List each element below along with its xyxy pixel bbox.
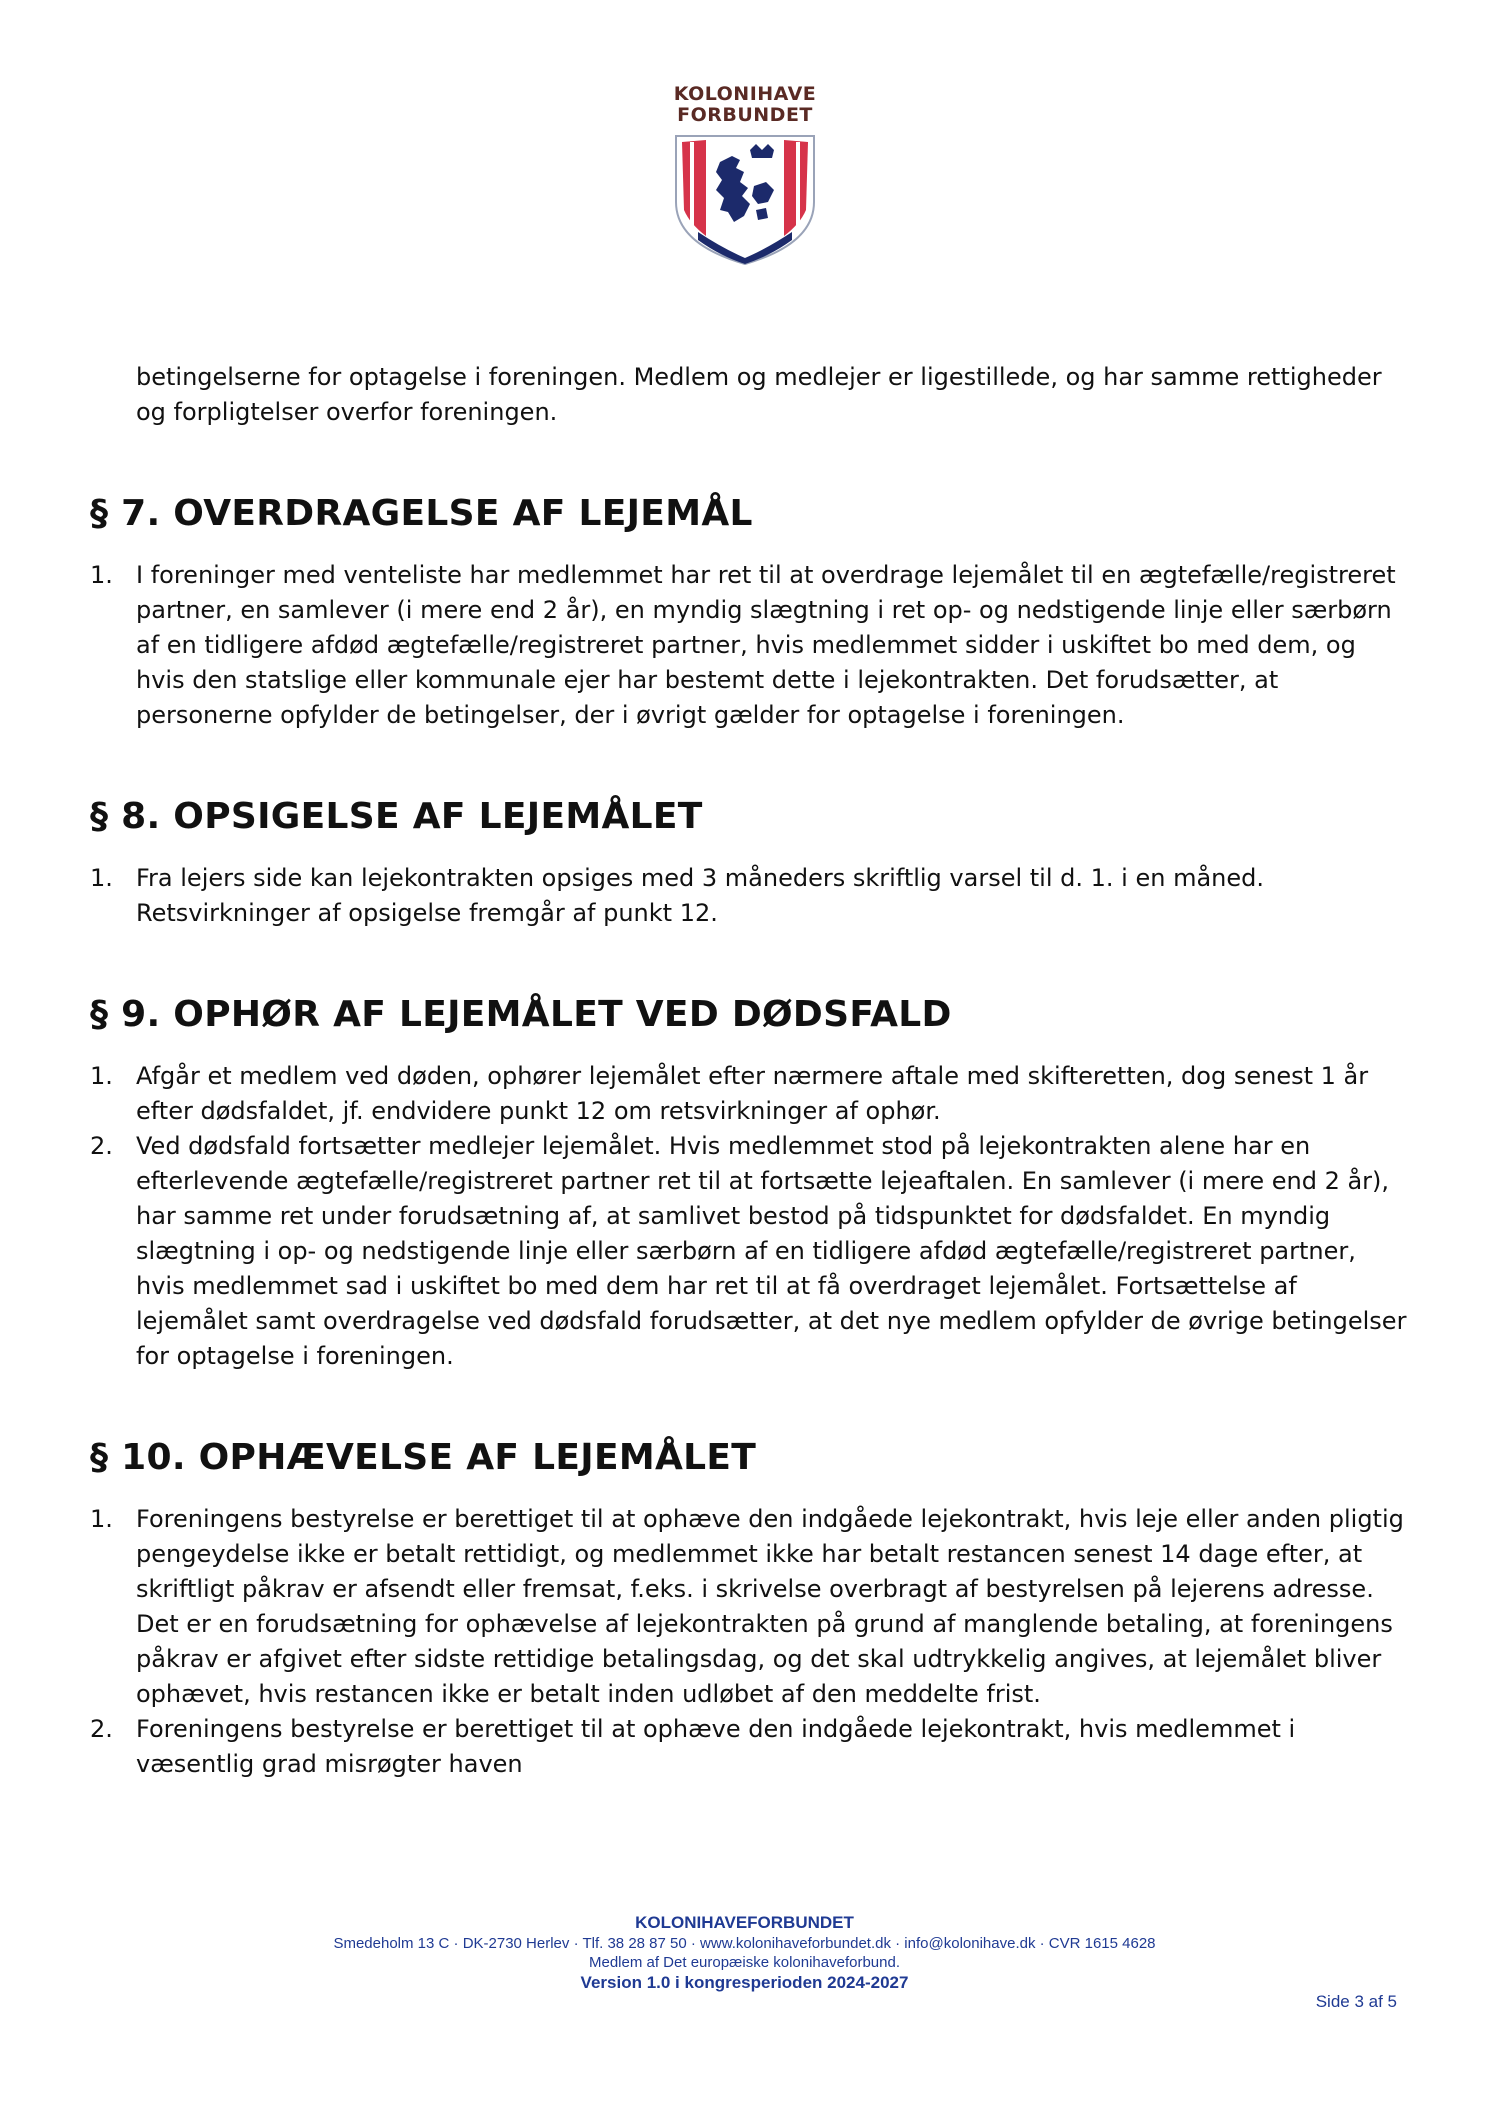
list-item xyxy=(90,1059,1410,1129)
list-text: Foreningens bestyrelse er berettiget til at ophæve den indgåede lejekontrakt, hvis leje eller anden pligtig pengeydelse ikke er betalt rettidigt, og medlemmet ikke har betalt restancen senest 14 dage efter, at skriftligt påkrav er afsendt eller fremsat, f.eks. i skrivelse overbragt af bestyrelsen på lejerens adresse. Det er en forudsætning for ophævelse af lejekontrakten på grund af manglende betaling, at foreningens påkrav er afgivet efter sidste rettidige betalingsdag, og det skal udtrykkelig angives, at lejemålet bliver ophævet, hvis restancen ikke er betalt inden udløbet af den meddelte frist. xyxy=(136,1505,1404,1708)
list-text: Ved dødsfald fortsætter medlejer lejemålet. Hvis medlemmet stod på lejekontrakten alene har en efterlevende ægtefælle/registreret partner ret til at fortsætte lejeaftalen. En samlever (i mere end 2 år), har samme ret under forudsætning af, at samlivet bestod på tidspunktet for dødsfaldet. En myndig slægtning i op- og nedstigende linje eller særbørn af en tidligere afdød ægtefælle/registreret partner, hvis medlemmet sad i uskiftet bo med dem har ret til at få overdraget lejemålet. Fortsættelse af lejemålet samt overdragelse ved dødsfald forudsætter, at det nye medlem opfylder de øvrige betingelser for optagelse i foreningen. xyxy=(136,1132,1407,1370)
section-heading: § 10. OPHÆVELSE AF LEJEMÅLET xyxy=(90,1437,757,1478)
logo xyxy=(665,84,825,270)
list-text: Foreningens bestyrelse er berettiget til at ophæve den indgåede lejekontrakt, hvis medlemmet i væsentlig grad misrøgter haven xyxy=(136,1715,1296,1778)
list-number: 2. xyxy=(90,1132,113,1160)
list-item xyxy=(90,861,1410,931)
section-7 xyxy=(90,492,1410,733)
intro-paragraph: betingelserne for optagelse i foreningen. Medlem og medlejer er ligestillede, og har samme rettigheder og forpligtelser overfor foreningen. xyxy=(136,363,1382,426)
logo-line-1: KOLONIHAVE xyxy=(673,83,817,105)
list-number: 1. xyxy=(90,561,113,589)
list-item xyxy=(90,558,1410,733)
list-item xyxy=(90,1712,1410,1782)
section-heading: § 9. OPHØR AF LEJEMÅLET VED DØDSFALD xyxy=(90,994,952,1035)
list-number: 1. xyxy=(90,1062,113,1090)
list-item xyxy=(90,1502,1410,1712)
logo-line-2: FORBUNDET xyxy=(677,104,813,126)
section-list xyxy=(90,1502,1410,1782)
section-heading: § 8. OPSIGELSE AF LEJEMÅLET xyxy=(90,796,703,837)
logo-shield-icon xyxy=(670,132,820,266)
footer-title: KOLONIHAVEFORBUNDET xyxy=(635,1913,854,1932)
footer-contact: Smedeholm 13 C · DK-2730 Herlev · Tlf. 38 28 87 50 · www.kolonihaveforbundet.dk · info@kolonihave.dk · CVR 1615 4628 xyxy=(333,1935,1156,1952)
list-number: 2. xyxy=(90,1715,113,1743)
section-list xyxy=(90,861,1410,931)
page-footer xyxy=(0,1912,1489,1994)
list-item xyxy=(90,1129,1410,1374)
section-list xyxy=(90,1059,1410,1374)
list-text: Afgår et medlem ved døden, ophører lejemålet efter nærmere aftale med skifteretten, dog senest 1 år efter dødsfaldet, jf. endvidere punkt 12 om retsvirkninger af ophør. xyxy=(136,1062,1369,1125)
footer-membership: Medlem af Det europæiske kolonihaveforbund. xyxy=(588,1954,900,1971)
section-list xyxy=(90,558,1410,733)
footer-version: Version 1.0 i kongresperioden 2024-2027 xyxy=(580,1973,909,1992)
list-number: 1. xyxy=(90,1505,113,1533)
list-number: 1. xyxy=(90,864,113,892)
list-text: Fra lejers side kan lejekontrakten opsiges med 3 måneders skriftlig varsel til d. 1. i en måned. Retsvirkninger af opsigelse fremgår af punkt 12. xyxy=(136,864,1264,927)
section-heading: § 7. OVERDRAGELSE AF LEJEMÅL xyxy=(90,493,753,534)
list-text: I foreninger med venteliste har medlemmet har ret til at overdrage lejemålet til en ægtefælle/registreret partner, en samlever (i mere end 2 år), en myndig slægtning i ret op- og nedstigende linje eller særbørn af en tidligere afdød ægtefælle/registreret partner, hvis medlemmet sidder i uskiftet bo med dem, og hvis den statslige eller kommunale ejer har bestemt dette i lejekontrakten. Det forudsætter, at personerne opfylder de betingelser, der i øvrigt gælder for optagelse i foreningen. xyxy=(136,561,1396,729)
section-8 xyxy=(90,795,1410,931)
section-10 xyxy=(90,1436,1410,1782)
document-body xyxy=(90,360,1410,1782)
logo-wordmark xyxy=(665,84,825,126)
page-number: Side 3 af 5 xyxy=(1315,1992,1397,2011)
section-9 xyxy=(90,993,1410,1374)
